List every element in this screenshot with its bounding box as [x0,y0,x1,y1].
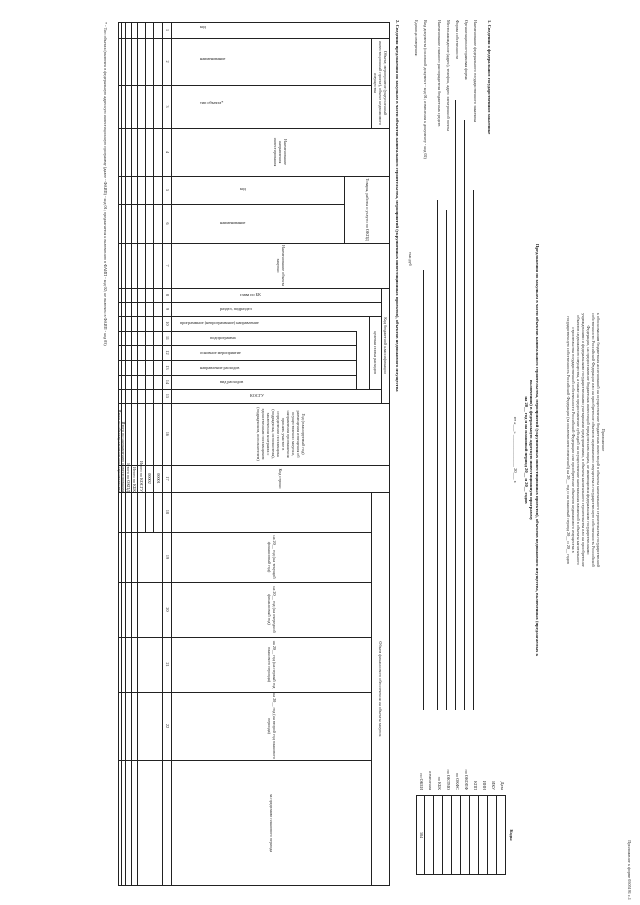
total-kbk: Итого по КБК [132,466,138,492]
header-line-code: Код строки [278,468,284,489]
appendix-block [566,90,606,790]
header-code: код [200,24,206,29]
line-code: 00002 [147,473,153,484]
header-type: тип объекта* [200,100,224,105]
field-address: Местонахождение (адрес), телефон, адрес электронной почты [446,20,451,131]
field-ownership: Форма собственности [455,20,460,60]
total-okpd: Итого по ОКПД [126,463,132,492]
total-investment: Итого по направлению инвестирования [121,421,127,492]
col-num: 19 [165,554,170,560]
header-goods-name: наименование [220,220,246,225]
header-kbk: Код бюджетной классификации [383,317,389,374]
codes-box [416,795,506,875]
header-purchase-name: Наименование объекта закупки [276,245,286,286]
header-y2: на 20__ год (на очередной финансовый год) [267,586,277,633]
code-label-okopf: по ОКОПФ [464,769,469,790]
header-beyond: за пределами планового периода [269,793,275,853]
code-label-kbk: по КБК [437,776,442,790]
appendix-line: учреждениями и федеральными государственными унитарными предприятиями, в объекты капитального строительства или на приобретение [581,313,586,567]
appendix-line: собственности Российской Федерации или на приобретение объектов недвижимого имущества в государственную собственность Российской [591,313,596,567]
appendix-line: государственную собственность Российской Федерации (за исключением изменений) на 20__ год и на плановый период 20__ и 20__ годов [566,316,571,564]
code-label-oktmo: по ОКТМО [446,769,451,790]
line-code: 00001 [156,473,161,484]
col-num: 22 [165,723,170,729]
col-num: 5 [165,188,170,192]
col-num: 10 [165,321,170,326]
field-customer-name: Наименование федерального государственного заказчика [473,20,478,123]
header-program: программное (непрограммное) направление [180,320,259,325]
title-line: на 20__ год и на плановый период 20__ и 20__ годов [523,396,529,504]
header-year: Год (планируемый год) размещения извещения об осуществлении закупки, направления приглашения принять участие в определении поставщика (подрядчика, исполнителя), заключения контракта с единственным поставщиком (подрядчиком, исполнителем) [256,407,306,461]
col-num: 2 [165,60,170,63]
col-num: 3 [165,105,170,108]
code-label-kpp: КПП [473,781,478,790]
form-corner-note: Приложение к форме 0505191 с.1 [627,840,632,900]
col-num: 13 [165,365,170,370]
title-line: Предложения по закупкам в части объектов капитального строительства, мероприятий (укрупненных инвестиционных проектов), объектов недвижимого имущества, включенных (предлагаемых к [535,243,540,657]
col-num: 4 [165,150,170,154]
total-object: Итого по объекту капитального строительства [117,409,123,492]
header-goods-code: код [240,186,246,191]
title-line: включению) в федеральную адресную инвестиционную программу [529,379,535,521]
code-label-okfs: по ОКФС [455,772,460,790]
codes-header: Коды [509,829,514,841]
footnote: * - Тип объекта (включен в федеральную адресную инвестиционную программу (далее - ФАИП) - код 01; предлагается к включению в ФАИП - код 02; не включен в ФАИП - код 03) [103,22,108,346]
col-num: 15 [165,393,170,399]
section2-title: 2. Сведения предложения по закупкам в части объектов капитального строительства, мероприятий (укрупненных инвестиционных проектов), объектов недвижимого имущества [395,20,400,392]
header-y4: на 20__ год (на второй год планового периода) [267,692,277,760]
header-investment-direction: Наименование направления инвестирования [273,137,289,167]
header-section: раздел, подраздел [220,306,252,311]
code-label-inn: ИНН [482,780,487,790]
col-num: 11 [165,335,170,341]
col-num: 20 [165,607,170,612]
appendix-line: к обоснованиям бюджетных ассигнований на осуществление бюджетных инвестиций в объекты капитального строительства государственной [596,312,601,568]
header-expense-items: целевая статья расходов [373,331,379,374]
col-num: 12 [165,350,170,355]
header-financial: Объем финансового обеспечения на объекты закупок [378,641,384,737]
okei-value: 384 [419,831,424,839]
total-kosgu: Итого по КОСГУ [139,461,145,492]
header-direction: направление расходов [200,365,240,370]
field-grbs: Наименование главного распорядителя бюджетных средств [437,20,442,127]
header-main-event: основное мероприятие [200,350,241,355]
date-line: от «___» ______________ 20___ г. [513,416,518,484]
header-name: наименование [200,56,226,61]
header-object: Объект, мероприятие (укрупненный инвестиционный проект), объект недвижимого имущества [373,40,389,126]
col-num: 17 [165,476,170,481]
header-y3: на 20__ год (на первый год планового периода) [267,640,277,689]
field-unit-label: Единица измерения: [414,20,419,57]
col-num: 16 [165,431,170,437]
header-kosgu: КОСГУ [250,393,264,398]
header-goods: Товары, работы и услуги по ОКПД [365,178,370,241]
header-expense-type: вид расходов [220,379,244,384]
section1-title: 1. Сведения о федеральном государственном заказчике [487,20,492,135]
appendix-line: объектов недвижимого имущества, а также на предоставление субсидий на осуществление капитальных вложений в объекты капитального [576,315,581,565]
field-doc-type: Вид документа (основной документ - код 01; изменения к документу - код 02) [423,20,428,159]
document-title [523,100,540,800]
col-num: 14 [165,379,170,385]
col-num: 6 [165,222,170,225]
field-legal-form: Организационно-правовая форма [464,20,469,80]
code-label-iku: ИКУ [491,781,496,790]
appendix-line: строительства государственной собственности Российской Федерации или приобретение объектов недвижимого имущества в [571,327,576,553]
appendix-title: Приложение [601,428,606,452]
col-num: 21 [165,662,170,667]
col-num: 18 [165,509,170,515]
code-label-okei: по ОКЕИ [419,773,424,790]
appendix-line: Федерации, на предоставление бюджетных инвестиций юридическим лицам, не являющимся федеральными государственными [586,325,591,555]
field-unit-value: тыс.руб [408,252,413,266]
col-num: 9 [165,307,170,311]
col-num: 7 [165,264,170,267]
col-num: 1 [165,28,170,32]
header-y1: на 20__ год (на текущий финансовый год) [267,535,277,579]
col-num: 8 [165,293,170,297]
code-label-changes: изменения [428,771,433,790]
code-label-date: Дата [500,781,505,790]
header-subprogram: подпрограмма [210,335,236,340]
header-grbs: глава по БК [240,292,261,297]
